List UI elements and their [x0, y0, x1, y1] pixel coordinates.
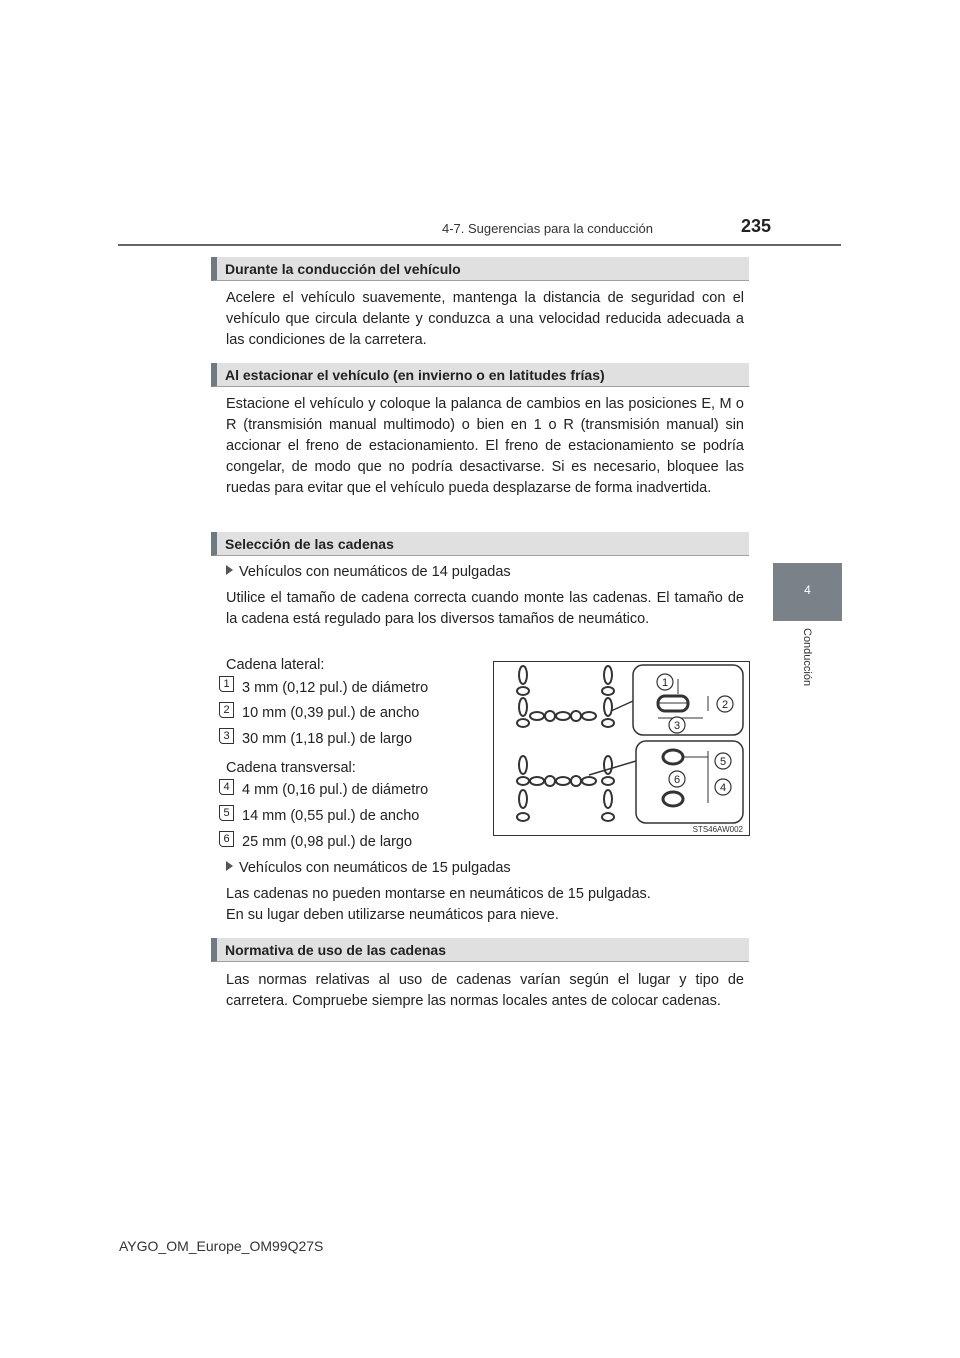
callout-6-label: 6	[673, 774, 681, 786]
header-divider	[118, 244, 841, 246]
cross-chain-label: Cadena transversal:	[226, 760, 356, 776]
callout-5-label: 5	[719, 756, 727, 768]
callout-4-icon: 4	[219, 779, 234, 795]
parking-paragraph: Estacione el vehículo y coloque la palanca de cambios en las posiciones E, M o R (transmisión manual multimodo) o bien en 1 o R (transmisión manual) sin accionar el freno de estacionamiento. El freno de estacionamiento se podría congelar, de modo que no podría desactivarse. Si es necesario, bloquee las ruedas para evitar que el vehículo pueda desplazarse de forma inadvertida.	[226, 396, 744, 496]
section-title-bar-regulations	[211, 938, 749, 962]
callout-4-label: 4	[719, 782, 727, 794]
section-title-bar-chains	[211, 532, 749, 556]
triangle-bullet-icon	[226, 565, 233, 575]
callout-1-icon: 1	[219, 676, 234, 692]
section-title-regulations: Normativa de uso de las cadenas	[225, 942, 446, 958]
chains-14-paragraph: Utilice el tamaño de cadena correcta cuando monte las cadenas. El tamaño de la cadena está regulado para los diversos tamaños de neumático.	[226, 590, 744, 627]
chapter-number: 4	[804, 583, 811, 597]
section-title-parking: Al estacionar el vehículo (en invierno o en latitudes frías)	[225, 367, 605, 383]
regulations-paragraph: Las normas relativas al uso de cadenas varían según el lugar y tipo de carretera. Compruebe siempre las normas locales antes de colocar cadenas.	[226, 972, 744, 1009]
bullet-14-inch	[226, 564, 511, 580]
triangle-bullet-icon	[226, 861, 233, 871]
side-chain-label: Cadena lateral:	[226, 657, 325, 673]
callout-1-label: 1	[661, 677, 669, 689]
bullet-15-inch	[226, 860, 511, 876]
cross-chain-item-5: 14 mm (0,55 pul.) de ancho	[242, 808, 420, 824]
chapter-label: Conducción	[801, 628, 813, 687]
side-chain-item-2: 10 mm (0,39 pul.) de ancho	[242, 705, 420, 721]
chains-15-line-1: Las cadenas no pueden montarse en neumáticos de 15 pulgadas.	[226, 886, 651, 902]
callout-3-icon: 3	[219, 728, 234, 744]
callout-2-icon: 2	[219, 702, 234, 718]
section-title-bar-driving	[211, 257, 749, 281]
section-title-driving: Durante la conducción del vehículo	[225, 261, 461, 277]
cross-chain-item-4: 4 mm (0,16 pul.) de diámetro	[242, 782, 429, 798]
document-id: AYGO_OM_Europe_OM99Q27S	[119, 1238, 324, 1254]
page-number: 235	[741, 216, 772, 236]
chains-15-line-2: En su lugar deben utilizarse neumáticos para nieve.	[226, 907, 559, 923]
bullet-15-text: Vehículos con neumáticos de 15 pulgadas	[239, 860, 511, 876]
section-title-chains: Selección de las cadenas	[225, 536, 394, 552]
cross-chain-item-6: 25 mm (0,98 pul.) de largo	[242, 834, 413, 850]
section-title-bar-parking	[211, 363, 749, 387]
callout-3-label: 3	[673, 720, 681, 732]
side-chain-item-3: 30 mm (1,18 pul.) de largo	[242, 731, 413, 747]
callout-5-icon: 5	[219, 805, 234, 821]
section-heading: 4-7. Sugerencias para la conducción	[442, 221, 654, 236]
callout-6-icon: 6	[219, 831, 234, 847]
figure-code: STS46AW002	[692, 825, 743, 834]
driving-paragraph: Acelere el vehículo suavemente, mantenga la distancia de seguridad con el vehículo que circula delante y conduzca a una velocidad reducida adecuada a las condiciones de la carretera.	[226, 290, 744, 348]
chain-diagram	[493, 661, 750, 836]
bullet-14-text: Vehículos con neumáticos de 14 pulgadas	[239, 564, 511, 580]
chapter-tab[interactable]	[773, 563, 842, 621]
callout-2-label: 2	[721, 699, 729, 711]
side-chain-item-1: 3 mm (0,12 pul.) de diámetro	[242, 680, 429, 696]
